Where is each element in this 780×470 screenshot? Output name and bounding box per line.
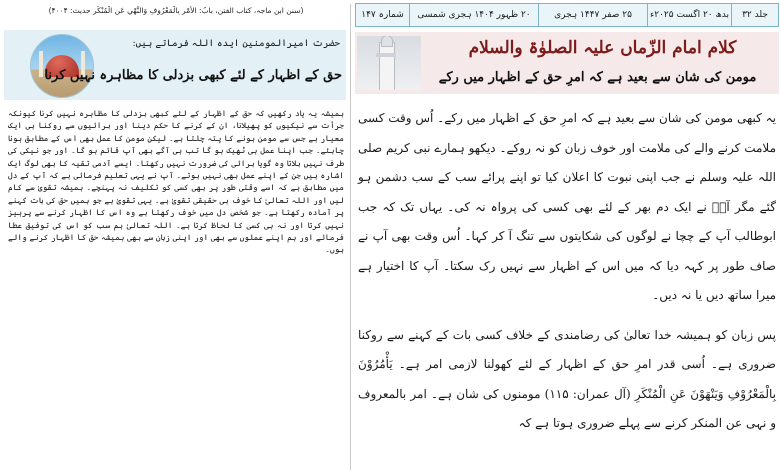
volume-label: جلد ۳۲: [731, 4, 778, 26]
hijri-date: ۲۵ صفر ۱۴۴۷ ہجری: [538, 4, 647, 26]
author-line: حضرت امیرالمومنین ایدہ اللہ فرماتے ہیں:: [132, 38, 340, 49]
mosque-image: [30, 34, 94, 98]
issue-meta-bar: [355, 3, 779, 27]
right-column-header: [355, 32, 779, 94]
section-title: کلام امام الزّماں علیہ الصلوٰۃ والسلام: [468, 38, 737, 58]
article-paragraph: پس زبان کو ہمیشہ خدا تعالیٰ کی رضامندی کے خلاف کسی بات کے کہنے سے روکنا ضروری ہے۔ اُسی قدر امرِ حق کے اظہار کے لئے کھولنا لازمی امر ہے۔ يَأْمُرُوْنَ بِالْمَعْرُوْفِ وَيَنْهَوْنَ عَنِ الْمُنْكَرِ (آل عمران: ۱۱۵) مومنوں کی شان ہے۔ امر بالمعروف و نہی عن المنکر کرنے سے پہلے ضروری ہوتا ہے کہ: [358, 327, 776, 430]
left-article-body: [8, 108, 344, 257]
gregorian-date: بدھ ۲۰ اگست ۲۰۲۵ء: [647, 4, 731, 26]
article-paragraph: یہ کبھی مومن کی شان سے بعید ہے کہ امرِ حق کے اظہار میں رکے۔ اُس وقت کسی ملامت کرنے والے کی ملامت اور خوف زبان کو نہ روکے۔ دیکھو ہمارے نبی کریم صلی اللہ علیہ وسلم نے جب اپنی نبوت کا اعلان کیا تو اپنے پرائے سب کے سب دشمن ہو گئے مگر آپؐ نے ایک دم بھر کے لئے بھی کسی کی پرواہ نہ کی۔ یہاں تک کہ جب ابوطالب آپ کے چچا نے لوگوں کی شکایتوں سے تنگ آ کر کہا۔ اُس وقت بھی آپ نے صاف طور پر کہہ دیا کہ میں اس کے اظہار سے نہیں رک سکتا۔ آپ کا اختیار ہے میرا ساتھ دیں یا نہ دیں۔: [358, 111, 777, 302]
column-divider: [350, 4, 351, 470]
minaret-image: [357, 36, 421, 90]
issue-number: شمارہ ۱۴۷: [361, 10, 404, 20]
left-column-header: [4, 30, 346, 100]
article-paragraph: ہمیشہ یہ یاد رکھیں کہ حق کے اظہار کے لئے کبھی بزدلی کا مظاہرہ نہیں کرنا کیونکہ جرأت سے نیکیوں کو پھیلانا، ان کے کرنے کا حکم دینا اور برائیوں سے روکنا ہی ایک معیار ہے جس سے مومن ہونے کا پتہ چلتا ہے۔ لیکن مومن کا عمل بھی اس کے مطابق ہونا چاہئے۔ جب اپنا عمل ہی ٹھیک ہو گا تب ہی آگے بھی آپ قائم ہو گا۔ اور جو نیکی کی طرف نہیں بلاتا وہ گویا برائی کی ضرورت نہیں رکھتا۔ ایسے آدمی تقیہ کا بھی لوگ ایک اشارہ ہیں جن کے اپنے عمل بھی نہیں ہوتے۔ آپ نے یہی تعلیم فرمائی ہے کہ آپ کے دل میں مطابق ہے کہ اسے وقتی طور پر بھی کسی کو تکلیف نہ پہنچے۔ ہمیشہ تقویٰ سے کام لیں اور اللہ تعالیٰ کا خوف ہی حقیقی تقویٰ ہے۔ یہی تقویٰ ہے جو ہمیں حق کی بات کہنے پر آمادہ رکھتا ہے۔ جو شخص دل میں خوف رکھتا ہے وہ اس کا اظہار کرنے سے پرہیز نہیں کرتا اور نہ ہی کسی کا لحاظ کرتا ہے۔ اللہ تعالیٰ ہم سب کو اس کی توفیق عطا فرمائے اور ہم اپنے عملوں سے بھی اور اپنی زبان سے بھی ہمیشہ حق کا اظہار کرنے والے ہوں۔: [8, 109, 344, 255]
minaret-icon: [379, 42, 395, 90]
article-title: حق کے اظہار کے لئے کبھی بزدلی کا مظاہرہ نہیں کرنا: [44, 68, 342, 83]
shamsi-date: ۲۰ ظہور ۱۴۰۴ ہجری شمسی: [409, 4, 538, 26]
section-subtitle: مومن کی شان سے بعید ہے کہ امرِ حق کے اظہار میں رکے: [438, 70, 757, 85]
minaret-icon: [39, 51, 43, 77]
right-article-body: [358, 104, 776, 449]
hadith-citation: (سنن ابن ماجہ، کتاب الفتن، بابُ: الأَمْرِ بِالْمَعْرُوفِ وَالنَّهْيِ عَنِ الْمُنْكَرِ حدیث: ۴۰۰۴): [48, 6, 304, 15]
